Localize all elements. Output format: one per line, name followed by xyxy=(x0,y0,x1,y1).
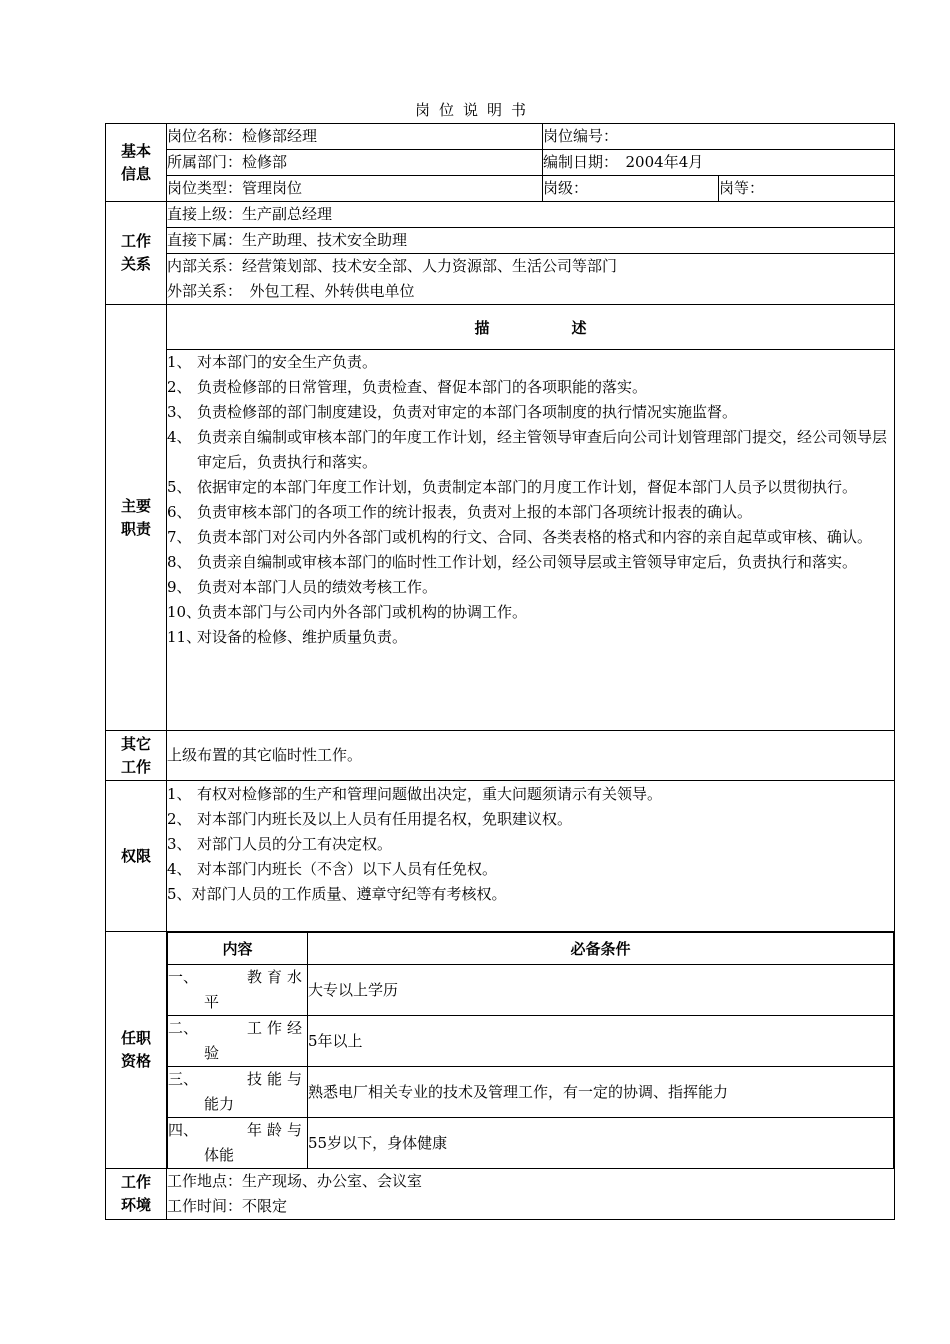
duty-text: 负责检修部的部门制度建设，负责对审定的本部门各项制度的执行情况实施监督。 xyxy=(197,403,738,421)
environment-label-text: 工作 环境 xyxy=(120,1173,151,1214)
duty-text: 负责检修部的日常管理，负责检查、督促本部门的各项职能的落实。 xyxy=(197,378,648,396)
duty-item xyxy=(167,600,894,625)
environment-label xyxy=(106,1169,167,1220)
qualification-row xyxy=(168,1067,894,1118)
position-name: 岗位名称：检修部经理 xyxy=(167,124,543,150)
duty-text: 负责对本部门人员的绩效考核工作。 xyxy=(197,578,438,596)
qualification-item xyxy=(168,1118,308,1169)
duty-text: 负责本部门对公司内外各部门或机构的行文、合同、各类表格的格式和内容的亲自起草或审核、确认。 xyxy=(197,528,873,546)
duty-item xyxy=(167,425,894,475)
duty-item xyxy=(167,625,894,650)
qualification-tail: 能力 xyxy=(204,1095,235,1113)
qualification-tail: 平 xyxy=(204,993,220,1011)
authority-list xyxy=(167,781,895,932)
qualification-num: 四、 xyxy=(168,1121,199,1139)
duty-num: 4、 xyxy=(167,428,192,446)
external-relations: 外部关系： 外包工程、外转供电单位 xyxy=(167,282,415,300)
work-location: 工作地点：生产现场、办公室、会议室 xyxy=(167,1172,423,1190)
duties-header-left: 描 xyxy=(474,318,490,337)
grade: 岗级： xyxy=(543,176,719,202)
basic-info-label xyxy=(106,124,167,202)
qualification-row xyxy=(168,1118,894,1169)
qualification-item xyxy=(168,965,308,1016)
other-work-label-text: 其它 工作 xyxy=(120,734,151,776)
qualifications-label xyxy=(106,932,167,1169)
relations-label xyxy=(106,202,167,305)
duty-num: 10、 xyxy=(167,603,202,621)
duty-num: 2、 xyxy=(167,378,192,396)
duty-text: 负责亲自编制或审核本部门的临时性工作计划，经公司领导层或主管领导审定后，负责执行和落实。 xyxy=(197,553,858,571)
qualification-head: 工作经 xyxy=(246,1019,307,1037)
duties-label-text: 主要 职责 xyxy=(120,496,151,538)
qualification-num: 三、 xyxy=(168,1070,199,1088)
rank: 岗等： xyxy=(719,176,895,202)
qualification-item xyxy=(168,1067,308,1118)
direct-superior: 直接上级：生产副总经理 xyxy=(167,202,895,228)
duty-item xyxy=(167,350,894,375)
duty-num: 1、 xyxy=(167,353,192,371)
qualifications-col-content: 内容 xyxy=(168,933,308,965)
duty-text: 对本部门的安全生产负责。 xyxy=(197,353,378,371)
qualification-head: 年龄与 xyxy=(246,1121,307,1139)
authority-num: 4、 xyxy=(167,860,192,878)
authority-num: 2、 xyxy=(167,810,192,828)
duty-text: 负责亲自编制或审核本部门的年度工作计划，经主管领导审查后向公司计划管理部门提交，经公司领导层审定后，负责执行和落实。 xyxy=(197,428,888,471)
duty-item xyxy=(167,475,894,500)
duty-item xyxy=(167,375,894,400)
authority-item xyxy=(167,857,894,882)
qualification-row xyxy=(168,1016,894,1067)
authority-text: 有权对检修部的生产和管理问题做出决定，重大问题须请示有关领导。 xyxy=(197,785,663,803)
environment-cell xyxy=(167,1169,895,1220)
duty-item xyxy=(167,575,894,600)
authority-num: 5、 xyxy=(167,885,192,903)
duty-num: 6、 xyxy=(167,503,192,521)
qualification-row xyxy=(168,965,894,1016)
authority-num: 3、 xyxy=(167,835,192,853)
authority-item xyxy=(167,807,894,832)
duty-item xyxy=(167,500,894,525)
prepared-date: 编制日期： 2004年4月 xyxy=(543,150,895,176)
internal-relations: 内部关系：经营策划部、技术安全部、人力资源部、生活公司等部门 xyxy=(167,257,618,275)
qualification-item xyxy=(168,1016,308,1067)
department: 所属部门：检修部 xyxy=(167,150,543,176)
qualifications-col-requirement: 必备条件 xyxy=(308,933,894,965)
duty-item xyxy=(167,400,894,425)
position-type: 岗位类型：管理岗位 xyxy=(167,176,543,202)
qualification-num: 一、 xyxy=(168,968,199,986)
authority-text: 对本部门内班长（不含）以下人员有任免权。 xyxy=(197,860,498,878)
authority-text: 对部门人员的分工有决定权。 xyxy=(197,835,393,853)
duty-num: 8、 xyxy=(167,553,192,571)
qualification-num: 二、 xyxy=(168,1019,199,1037)
document-title: 岗位说明书 xyxy=(414,101,535,119)
authority-item xyxy=(167,832,894,857)
qualification-head: 教育水 xyxy=(246,968,307,986)
duty-num: 5、 xyxy=(167,478,192,496)
other-work-label xyxy=(106,731,167,781)
relations-label-text: 工作 关系 xyxy=(120,232,151,273)
qualification-tail: 体能 xyxy=(204,1146,235,1164)
qualification-head: 技能与 xyxy=(246,1070,307,1088)
authority-item xyxy=(167,882,894,907)
duties-header xyxy=(167,305,895,350)
duty-num: 7、 xyxy=(167,528,192,546)
basic-info-label-text: 基本 信息 xyxy=(120,141,151,183)
qualifications-cell xyxy=(167,932,895,1169)
internal-external-relations xyxy=(167,254,895,305)
qualifications-table xyxy=(167,932,894,1168)
qualification-tail: 验 xyxy=(204,1044,220,1062)
duty-item xyxy=(167,525,894,550)
duty-text: 对设备的检修、维护质量负责。 xyxy=(197,628,408,646)
duty-item xyxy=(167,550,894,575)
duty-text: 负责本部门与公司内外各部门或机构的协调工作。 xyxy=(197,603,528,621)
qualifications-label-text: 任职 资格 xyxy=(120,1029,151,1070)
authority-text: 对本部门内班长及以上人员有任用提名权，免职建议权。 xyxy=(197,810,573,828)
authority-text: 对部门人员的工作质量、遵章守纪等有考核权。 xyxy=(191,885,507,903)
duty-num: 9、 xyxy=(167,578,192,596)
duties-list xyxy=(167,350,895,731)
duty-text: 负责审核本部门的各项工作的统计报表，负责对上报的本部门各项统计报表的确认。 xyxy=(197,503,753,521)
authority-item xyxy=(167,782,894,807)
duties-label xyxy=(106,305,167,731)
duty-text: 依据审定的本部门年度工作计划，负责制定本部门的月度工作计划，督促本部门人员予以贯彻执行。 xyxy=(197,478,858,496)
duty-num: 3、 xyxy=(167,403,192,421)
authority-num: 1、 xyxy=(167,785,192,803)
direct-subordinates: 直接下属：生产助理、技术安全助理 xyxy=(167,228,895,254)
job-description-table xyxy=(105,123,895,1220)
qualification-value: 大专以上学历 xyxy=(308,965,894,1016)
work-hours: 工作时间：不限定 xyxy=(167,1197,288,1215)
qualification-value: 55岁以下，身体健康 xyxy=(308,1118,894,1169)
authority-label-text: 权限 xyxy=(120,846,151,865)
qualification-value: 熟悉电厂相关专业的技术及管理工作，有一定的协调、指挥能力 xyxy=(308,1067,894,1118)
authority-label xyxy=(106,781,167,932)
other-work-text: 上级布置的其它临时性工作。 xyxy=(167,731,895,781)
qualification-value: 5年以上 xyxy=(308,1016,894,1067)
duties-header-right: 述 xyxy=(571,318,587,337)
position-code: 岗位编号： xyxy=(543,124,895,150)
duty-num: 11、 xyxy=(167,628,202,646)
